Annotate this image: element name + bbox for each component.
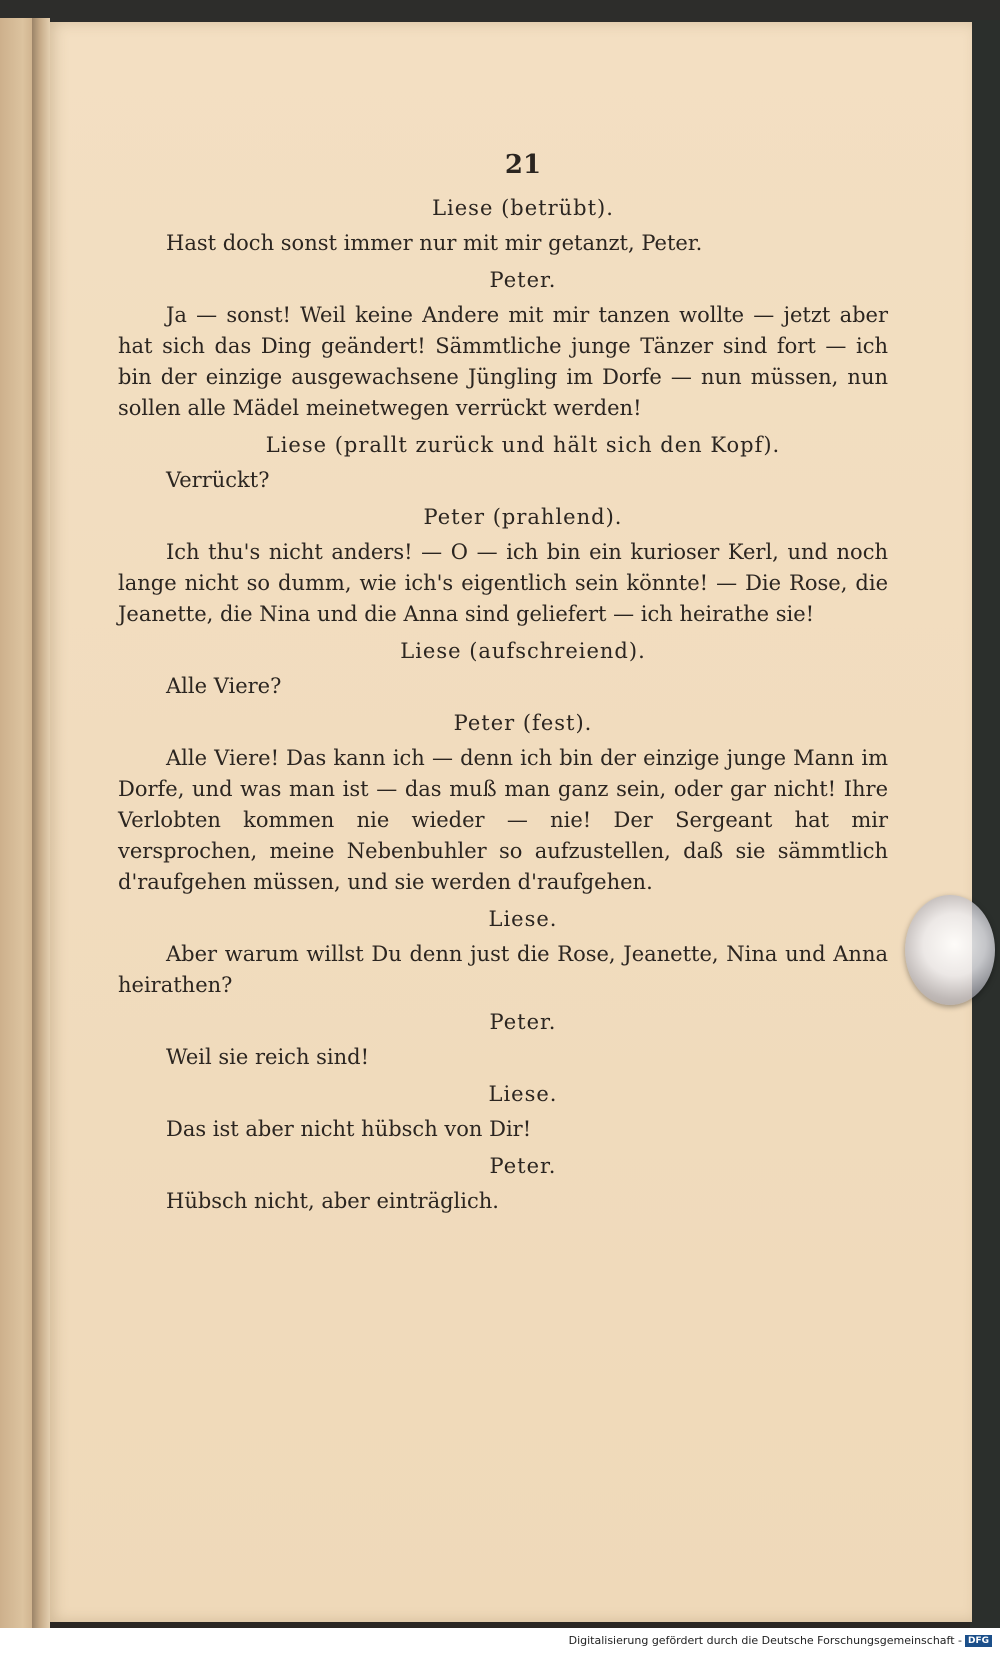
speech-paragraph: Weil sie reich sind! [166, 1045, 370, 1069]
page-text [118, 150, 888, 1223]
speaker-heading: Peter (prahlend). [423, 505, 623, 529]
credit-text: Digitalisierung gefördert durch die Deutsche Forschungsgemeinschaft - [568, 1634, 962, 1647]
book-gutter-shadow [32, 18, 50, 1628]
speaker-heading: Liese. [488, 907, 558, 931]
book-page [48, 22, 972, 1622]
speech-paragraph: Verrückt? [166, 468, 270, 492]
page-number: 21 [504, 150, 542, 180]
speaker-heading: Peter. [489, 1154, 557, 1178]
speech-paragraph: Ja — sonst! Weil keine Andere mit mir tanzen wollte — jetzt aber hat sich das Ding geändert! Sämmtliche junge Tänzer sind fort — ich bin der einzige ausgewachsene Jüngling im Dorfe — nun müssen, nun sollen alle Mädel meinetwegen verrückt werden! [118, 303, 888, 420]
speaker-heading: Liese. [488, 1082, 558, 1106]
speech-paragraph: Das ist aber nicht hübsch von Dir! [166, 1117, 532, 1141]
speech-paragraph: Hast doch sonst immer nur mit mir getanzt, Peter. [166, 231, 703, 255]
speaker-heading: Peter. [489, 268, 557, 292]
dfg-logo-icon: DFG [965, 1635, 992, 1647]
speech-paragraph: Alle Viere! Das kann ich — denn ich bin der einzige junge Mann im Dorfe, und was man ist — das muß man ganz sein, oder gar nicht! Ihre Verlobten kommen nie wieder — nie! Der Sergeant hat mir versprochen, meine Nebenbuhler so aufzustellen, daß sie sämmtlich d'raufgehen müssen, und sie werden d'raufgehen. [118, 746, 888, 894]
scan-top-border [0, 0, 1000, 22]
speaker-heading: Liese (betrübt). [432, 196, 614, 220]
scan-right-border [970, 20, 1000, 1628]
speaker-heading: Peter. [489, 1010, 557, 1034]
page-clip-icon [905, 895, 995, 1005]
digitization-credit [569, 1634, 992, 1647]
speaker-heading: Peter (fest). [453, 711, 593, 735]
speech-paragraph: Alle Viere? [166, 674, 282, 698]
speech-paragraph: Ich thu's nicht anders! — O — ich bin ein kurioser Kerl, und noch lange nicht so dumm, wie ich's eigentlich sein könnte! — Die Rose, die Jeanette, die Nina und die Anna sind geliefert — ich heirathe sie! [118, 540, 888, 626]
speech-paragraph: Aber warum willst Du denn just die Rose, Jeanette, Nina und Anna heirathen? [118, 942, 888, 997]
speaker-heading: Liese (prallt zurück und hält sich den Kopf). [265, 433, 781, 457]
speaker-heading: Liese (aufschreiend). [400, 639, 646, 663]
speech-paragraph: Hübsch nicht, aber einträglich. [166, 1189, 499, 1213]
